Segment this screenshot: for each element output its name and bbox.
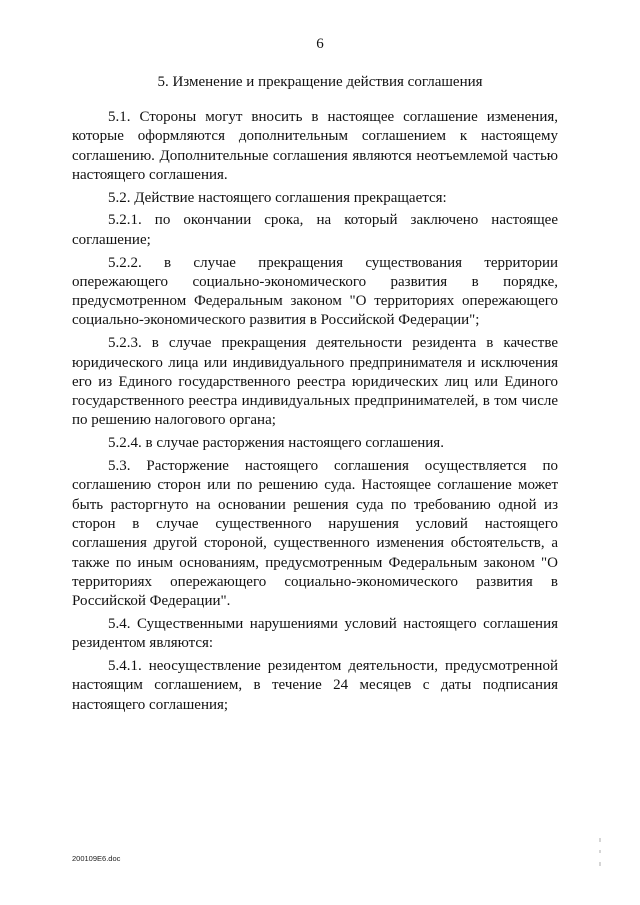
paragraph-5-4: 5.4. Существенными нарушениями условий настоящего соглашения резидентом являются:	[72, 615, 558, 652]
paragraph-5-2: 5.2. Действие настоящего соглашения прекращается:	[108, 189, 447, 206]
paragraph-5-2-3: 5.2.3. в случае прекращения деятельности резидента в качестве юридического лица или индивидуального предпринимателя и исключения его из Единого государственного реестра юридических лиц или Единого государственного реестра индивидуальных предпринимателей, в том числе по решению налогового органа;	[72, 335, 558, 429]
paragraph-5-2-4: 5.2.4. в случае расторжения настоящего соглашения.	[108, 435, 444, 452]
footer-filename: 200109E6.doc	[72, 854, 121, 863]
paragraph-5-2-2: 5.2.2. в случае прекращения существования территории опережающего социально-экономического развития в порядке, предусмотренном Федеральным законом "О территориях опережающего социально-экономического развития в Российской Федерации";	[72, 254, 558, 329]
section-title: 5. Изменение и прекращение действия соглашения	[157, 74, 483, 90]
paragraph-5-2-1: 5.2.1. по окончании срока, на который заключено настоящее соглашение;	[72, 212, 558, 248]
scan-marks-icon	[597, 838, 603, 878]
paragraph-5-3: 5.3. Расторжение настоящего соглашения осуществляется по соглашению сторон или по решению суда. Настоящее соглашение может быть расторгнуто на основании решения суда по требованию одной из сторон в случае существенного нарушения условий настоящего соглашения другой стороной, существенного изменения обстоятельств, а также по иным основаниям, предусмотренным Федеральным законом "О территориях опережающего социально-экономического развития в Российской Федерации".	[72, 458, 558, 610]
document-body	[72, 108, 558, 718]
paragraph-5-1: 5.1. Стороны могут вносить в настоящее соглашение изменения, которые оформляются дополнительным соглашением к настоящему соглашению. Дополнительные соглашения являются неотъемлемой частью настоящего соглашения.	[72, 109, 558, 183]
paragraph-5-4-1: 5.4.1. неосуществление резидентом деятельности, предусмотренной настоящим соглашением, в течение 24 месяцев с даты подписания настоящего соглашения;	[72, 658, 558, 713]
page-number: 6	[316, 36, 324, 52]
